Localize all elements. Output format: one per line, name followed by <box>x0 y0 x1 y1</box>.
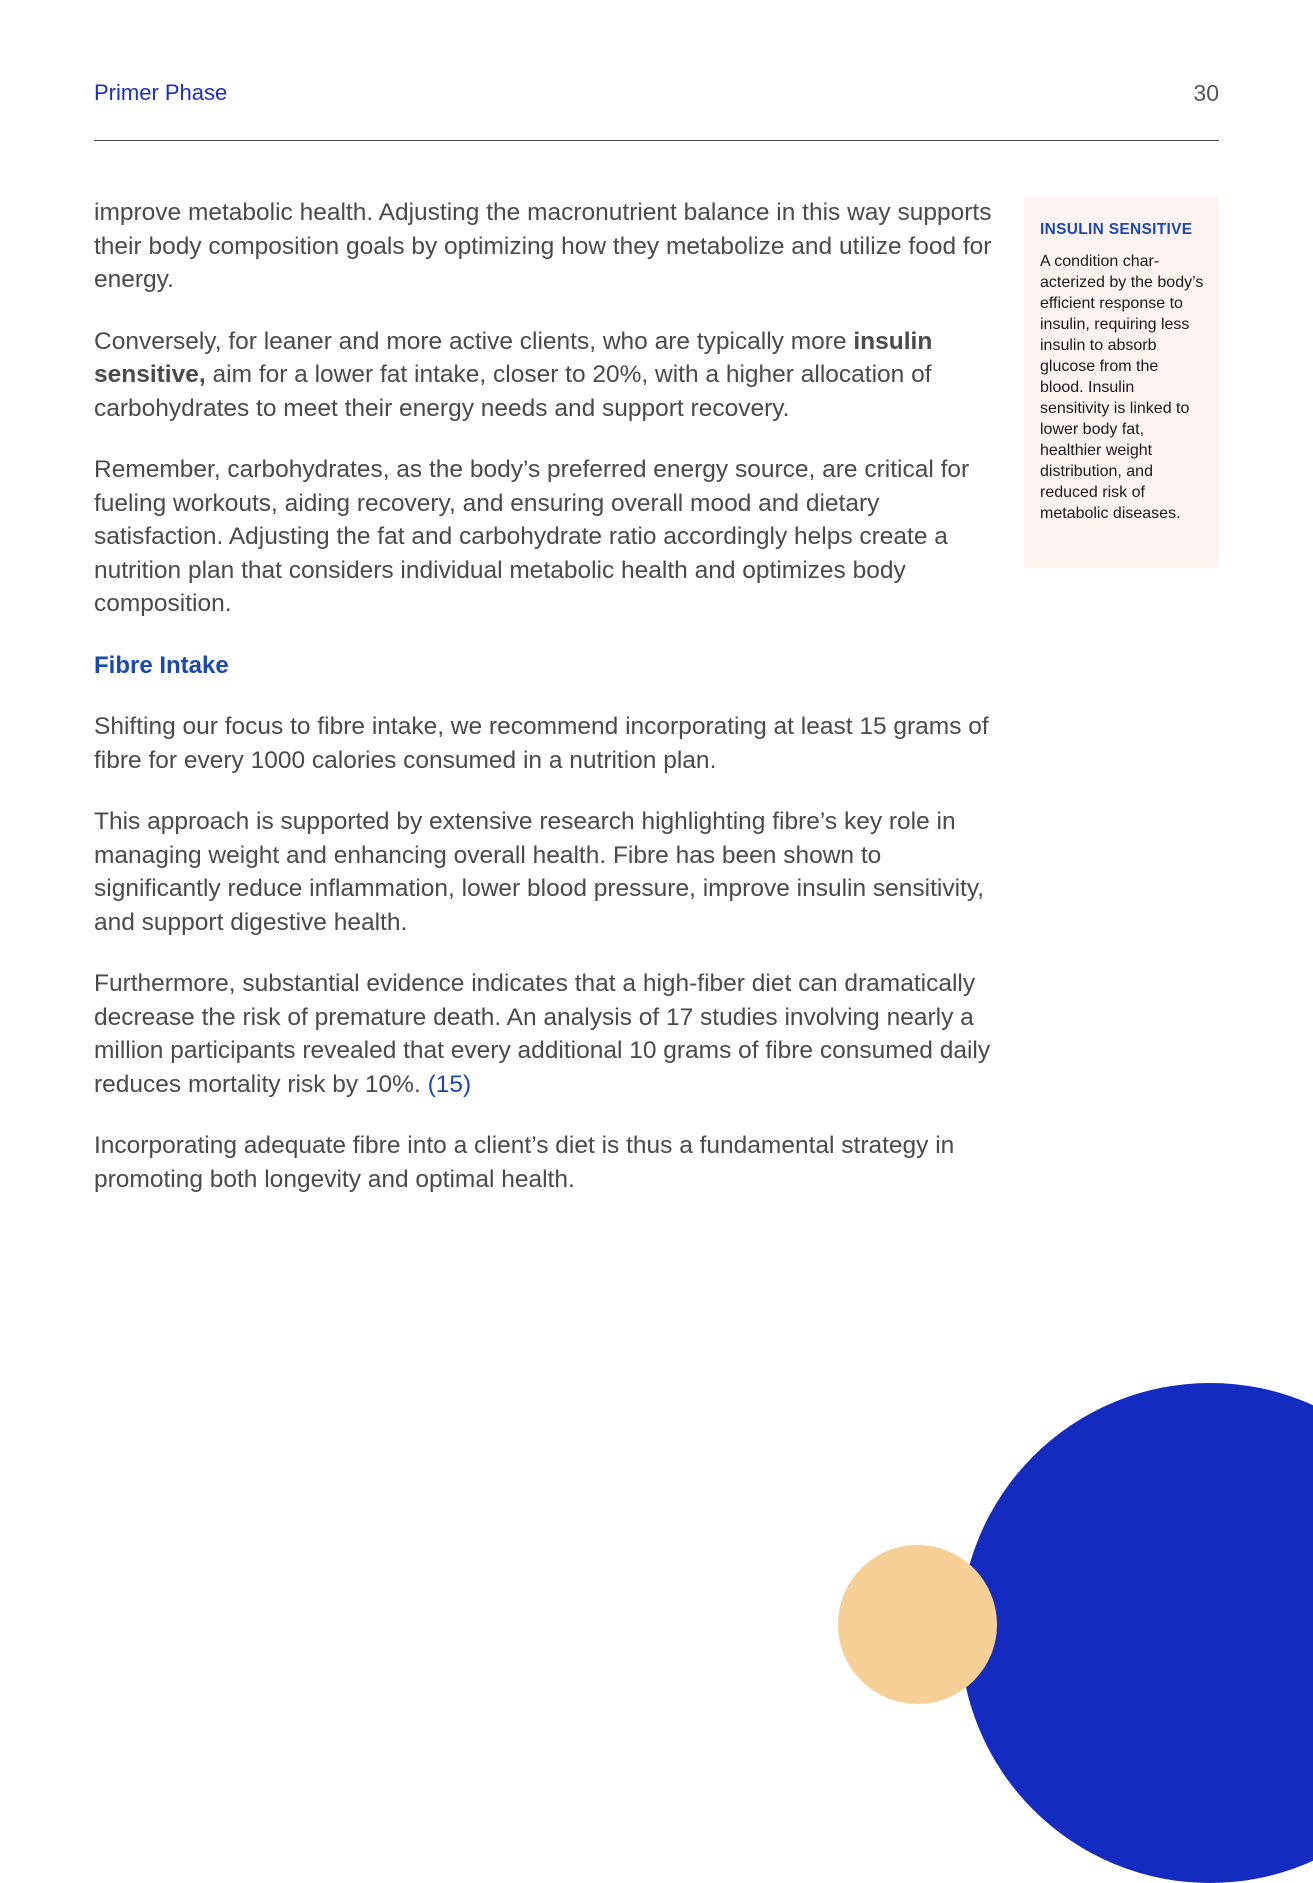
glossary-definition: A condition char-acterized by the body’s efficient response to insulin, requiring less insulin to absorb glucose from the blood. Insulin sensitivity is linked to lower body fat, healthier weight distribution, and reduced risk of metabolic diseases. <box>1040 253 1204 522</box>
section-heading-fibre-intake: Fibre Intake <box>94 651 229 679</box>
header-divider <box>94 140 1219 141</box>
paragraph-carbohydrates: Remember, carbohydrates, as the body’s preferred energy source, are critical for fueling workouts, aiding recovery, and ensuring overall mood and dietary satisfaction. Adjusting the fat and carbohydrate ratio accordingly helps create a nutrition plan that considers individual metabolic health and optimizes body composition. <box>94 456 970 617</box>
paragraph-text: Conversely, for leaner and more active clients, who are typically more <box>94 327 854 355</box>
page-number: 30 <box>1193 80 1219 106</box>
citation-link[interactable]: (15) <box>427 1070 472 1098</box>
section-title: Primer Phase <box>94 80 228 105</box>
paragraph-fibre-research: This approach is supported by extensive research highlighting fibre’s key role in managing weight and enhancing overall health. Fibre has been shown to significantly reduce inflammation, lower blood pressure, improve insulin sensitivity, and support digestive health. <box>94 808 985 936</box>
paragraph-insulin-sensitive <box>94 325 994 426</box>
glossary-sidebar <box>1024 197 1219 568</box>
main-content <box>94 196 994 1224</box>
paragraph-fibre-recommendation: Shifting our focus to fibre intake, we recommend incorporating at least 15 grams of fibre for every 1000 calories consumed in a nutrition plan. <box>94 713 989 774</box>
glossary-term: INSULIN SENSITIVE <box>1040 221 1193 238</box>
decorative-peach-circle <box>838 1545 997 1704</box>
paragraph-metabolic-health: improve metabolic health. Adjusting the macronutrient balance in this way supports their body composition goals by optimizing how they metabolize and utilize food for energy. <box>94 199 992 293</box>
decorative-blue-circle <box>960 1383 1313 1883</box>
paragraph-fibre-evidence <box>94 967 994 1101</box>
paragraph-fibre-conclusion: Incorporating adequate fibre into a client’s diet is thus a fundamental strategy in promoting both longevity and optimal health. <box>94 1132 955 1193</box>
bold-term-insulin-sensitive: insulin sensitive, <box>94 327 933 388</box>
paragraph-text: aim for a lower fat intake, closer to 20%, with a higher allocation of carbohydrates to meet their energy needs and support recovery. <box>94 361 932 422</box>
paragraph-text: Furthermore, substantial evidence indicates that a high-fiber diet can dramatically decrease the risk of premature death. An analysis of 17 studies involving nearly a million participants revealed that every additional 10 grams of fibre consumed daily reduces mortality risk by 10%. <box>94 970 991 1098</box>
